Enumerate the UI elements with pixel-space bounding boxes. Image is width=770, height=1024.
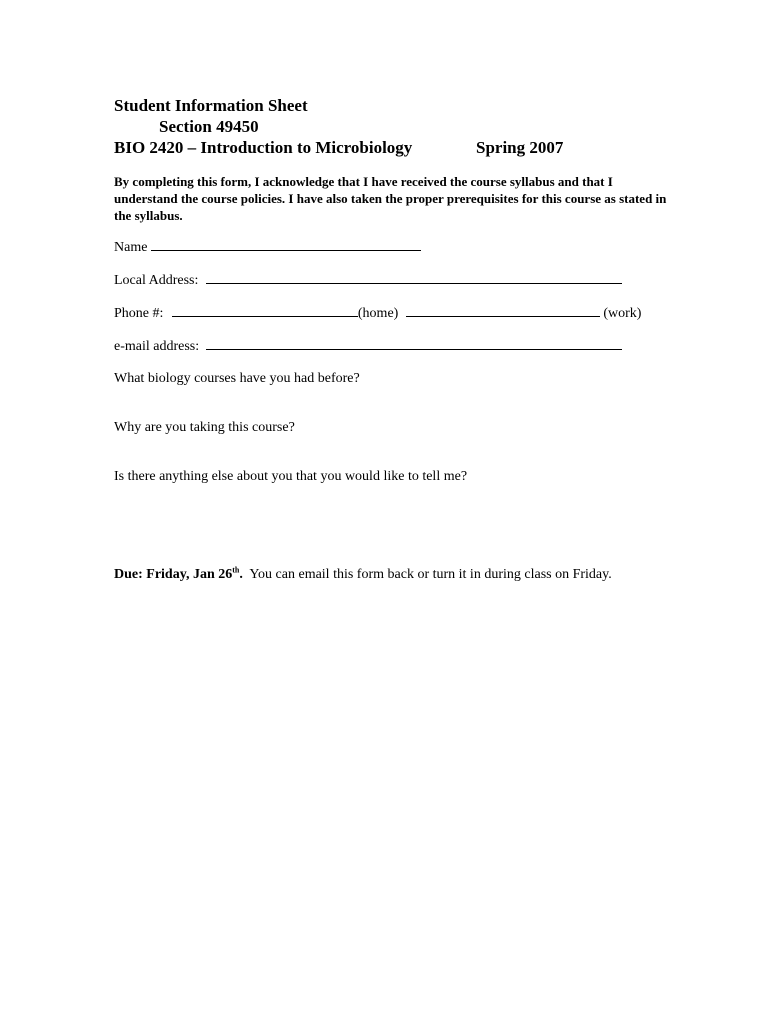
name-label: Name — [114, 240, 148, 255]
phone-work-label: (work) — [603, 306, 642, 321]
document-header — [114, 95, 564, 158]
due-date-suffix: th — [232, 565, 240, 575]
email-label: e-mail address: — [114, 339, 200, 354]
phone-home-blank[interactable] — [172, 304, 358, 317]
term-label: Spring 2007 — [476, 138, 564, 157]
address-blank[interactable] — [206, 271, 622, 284]
form-title: Student Information Sheet — [114, 96, 308, 115]
due-note — [114, 566, 612, 583]
question-why-taking: Why are you taking this course? — [114, 420, 295, 435]
due-date-period: . — [239, 567, 243, 582]
question-biology-courses: What biology courses have you had before? — [114, 371, 360, 386]
name-field — [114, 238, 421, 256]
email-blank[interactable] — [206, 337, 622, 350]
phone-field — [114, 304, 641, 322]
question-anything-else: Is there anything else about you that you would like to tell me? — [114, 469, 468, 484]
name-blank[interactable] — [151, 238, 421, 251]
due-date-label: Due: Friday, Jan 26 — [114, 567, 233, 582]
phone-home-label: (home) — [357, 306, 399, 321]
acknowledgement-text: By completing this form, I acknowledge that I have received the course syllabus and that I understand the course policies. I have also taken the proper prerequisites for this course as stated in the syllabus. — [114, 174, 667, 223]
section-number: Section 49450 — [159, 117, 259, 136]
course-title: BIO 2420 – Introduction to Microbiology — [114, 138, 413, 157]
phone-work-blank[interactable] — [406, 304, 600, 317]
address-label: Local Address: — [114, 273, 199, 288]
address-field — [114, 271, 622, 289]
email-field — [114, 337, 622, 355]
phone-label: Phone #: — [114, 306, 164, 321]
due-instructions: You can email this form back or turn it in during class on Friday. — [242, 567, 612, 582]
